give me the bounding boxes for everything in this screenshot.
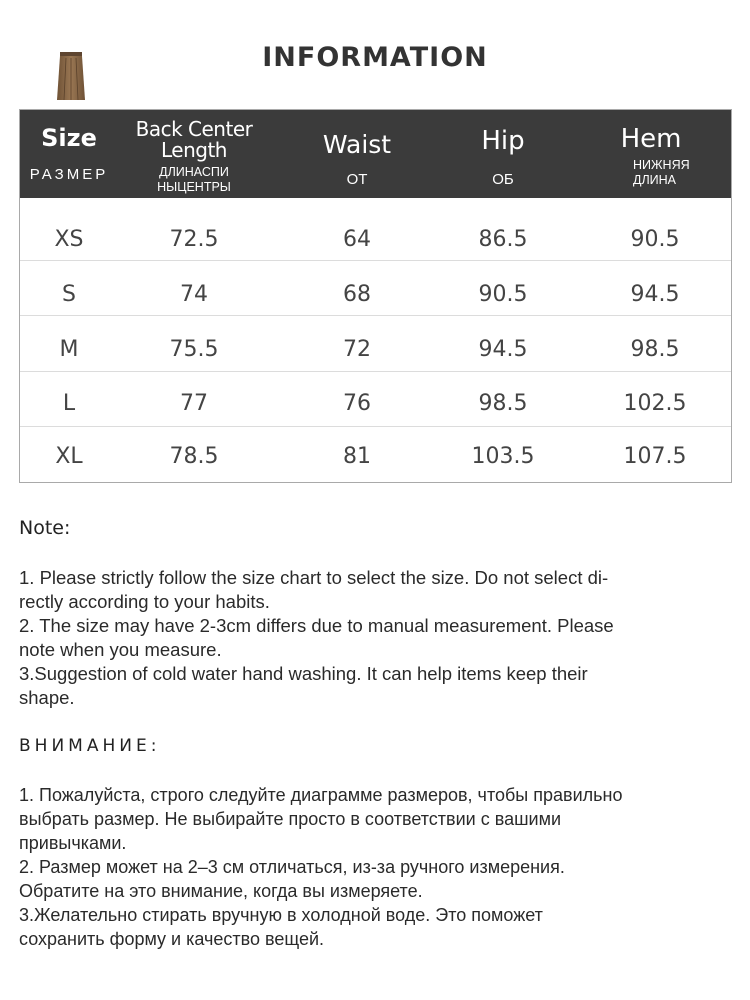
note-line: 1. Please strictly follow the size chart to select the size. Do not select di- bbox=[19, 567, 609, 588]
length-cell: 74 bbox=[180, 282, 208, 307]
header-hem-sub2: ДЛИНА bbox=[633, 173, 677, 187]
header-waist bbox=[282, 110, 432, 198]
hem-cell: 102.5 bbox=[623, 391, 687, 416]
hip-cell: 94.5 bbox=[478, 337, 528, 362]
waist-cell: 72 bbox=[343, 337, 371, 362]
table-header bbox=[20, 110, 731, 198]
header-hem bbox=[575, 110, 735, 198]
length-cell: 72.5 bbox=[169, 227, 219, 252]
header-bcl-sub1: ДЛИНАСПИ bbox=[159, 165, 229, 179]
header-back-center-length bbox=[118, 110, 270, 198]
page-title: INFORMATION bbox=[262, 42, 488, 73]
size-cell: M bbox=[59, 337, 79, 362]
note-line: 2. The size may have 2-3cm differs due to manual measurement. Please bbox=[19, 615, 614, 636]
hem-cell: 107.5 bbox=[623, 444, 687, 469]
header-bcl-line1: Back Center bbox=[135, 117, 253, 141]
note-body-en bbox=[19, 566, 734, 710]
length-cell: 75.5 bbox=[169, 337, 219, 362]
note-line: 3.Suggestion of cold water hand washing. It can help items keep their bbox=[19, 663, 588, 684]
size-cell: XL bbox=[55, 444, 83, 469]
note-body-ru bbox=[19, 783, 734, 951]
table-row bbox=[20, 426, 731, 482]
hip-cell: 103.5 bbox=[471, 444, 535, 469]
header-waist-sub: ОТ bbox=[346, 171, 368, 188]
header-size-label: Size bbox=[41, 124, 97, 152]
waist-cell: 76 bbox=[343, 391, 371, 416]
note-line: привычками. bbox=[19, 833, 127, 853]
table-row bbox=[20, 212, 731, 266]
hem-cell: 90.5 bbox=[630, 227, 680, 252]
note-line: 2. Размер может на 2–3 см отличаться, из-за ручного измерения. bbox=[19, 857, 565, 877]
note-line: выбрать размер. Не выбирайте просто в соответствии с вашими bbox=[19, 809, 562, 829]
hip-cell: 98.5 bbox=[478, 391, 528, 416]
hip-cell: 90.5 bbox=[478, 282, 528, 307]
note-line: rectly according to your habits. bbox=[19, 591, 270, 612]
note-line: shape. bbox=[19, 687, 75, 708]
note-line: Обратите на это внимание, когда вы измеряете. bbox=[19, 881, 423, 901]
header-waist-label: Waist bbox=[322, 130, 392, 159]
header-hem-label: Hem bbox=[620, 124, 682, 154]
header-hip-sub: ОБ bbox=[492, 171, 514, 188]
header-hip bbox=[428, 110, 578, 198]
size-cell: S bbox=[62, 282, 76, 307]
note-line: 1. Пожалуйста, строго следуйте диаграмме размеров, чтобы правильно bbox=[19, 785, 623, 805]
note-line: note when you measure. bbox=[19, 639, 222, 660]
header-bcl-line2: Length bbox=[161, 138, 227, 162]
waist-cell: 64 bbox=[343, 227, 371, 252]
note-title-en: Note: bbox=[19, 517, 71, 539]
header-bcl-sub2: НЫЦЕНТРЫ bbox=[157, 180, 231, 194]
waist-cell: 81 bbox=[343, 444, 371, 469]
header-hem-sub1: НИЖНЯЯ bbox=[633, 158, 690, 172]
table-row bbox=[20, 371, 731, 426]
size-cell: XS bbox=[54, 227, 84, 252]
hem-cell: 98.5 bbox=[630, 337, 680, 362]
size-table bbox=[19, 109, 732, 483]
length-cell: 77 bbox=[180, 391, 208, 416]
table-row bbox=[20, 315, 731, 370]
note-line: сохранить форму и качество вещей. bbox=[19, 929, 325, 949]
table-row bbox=[20, 260, 731, 315]
header-size bbox=[20, 110, 118, 198]
waist-cell: 68 bbox=[343, 282, 371, 307]
length-cell: 78.5 bbox=[169, 444, 219, 469]
note-line: 3.Желательно стирать вручную в холодной воде. Это поможет bbox=[19, 905, 543, 925]
hip-cell: 86.5 bbox=[478, 227, 528, 252]
note-title-ru: ВНИМАНИЕ: bbox=[19, 736, 161, 756]
header-hip-label: Hip bbox=[481, 126, 525, 156]
header-size-sub: РАЗМЕР bbox=[29, 166, 109, 183]
size-cell: L bbox=[62, 391, 76, 416]
hem-cell: 94.5 bbox=[630, 282, 680, 307]
